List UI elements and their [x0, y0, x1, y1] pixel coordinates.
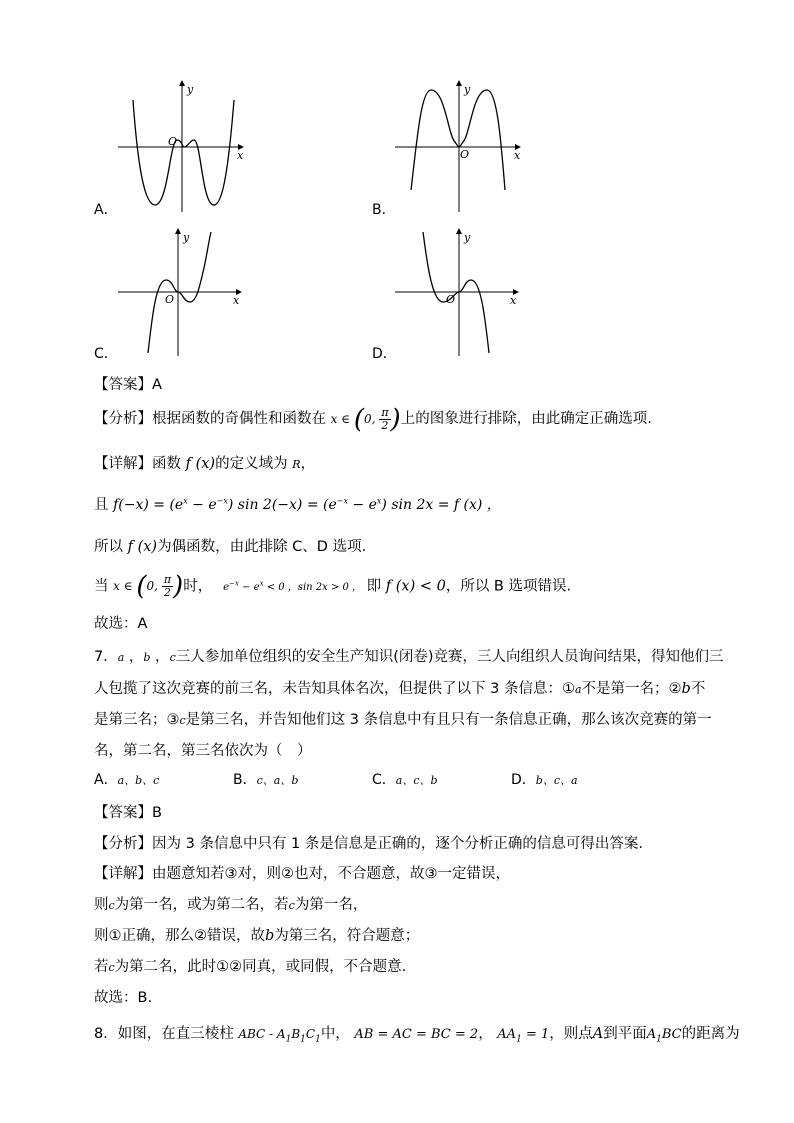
graph-d-label: D．	[372, 346, 397, 362]
q6-inequalities: $e^{-x} - e^x < 0$ ，sin 2x > 0 ，	[216, 580, 363, 594]
q8-pre: 如图，在直三棱柱	[117, 1026, 234, 1042]
q8-mid2: ，	[478, 1026, 493, 1042]
q7-option-c[interactable]	[372, 769, 438, 789]
graph-d-plot	[393, 228, 543, 358]
q7-stem-l2a: 人包揽了这次竞赛的前三名，未告知具体名次，但提供了以下 3 条信息：①	[94, 681, 575, 697]
graph-option-c	[110, 228, 260, 358]
q7-stem-line2: 人包揽了这次竞赛的前三名，未告知具体名次，但提供了以下 3 条信息：①a不是第一名；②b不	[94, 681, 706, 697]
q7-answer-line	[94, 801, 162, 822]
q8-mid1: 中，	[320, 1026, 350, 1042]
q8-edge-equal: AB = AC = BC = 2	[354, 1027, 479, 1042]
q6-fx-math: f (x)	[185, 456, 216, 472]
q7-detail-line2: 则c为第一名，或为第二名，若c为第一名，	[94, 897, 368, 913]
graph-b-label: B．	[372, 202, 396, 218]
q7-option-a-value: a、b、c	[117, 774, 160, 787]
q6-answer-tag: 【答案】	[94, 377, 152, 393]
q7-detail-l4a: 若	[94, 959, 109, 975]
q7-analysis-text: 因为 3 条信息中只有 1 条是信息是正确的，逐个分析正确的信息可得出答案.	[152, 836, 643, 852]
q7-stem-l3a: 是第三名；③	[94, 712, 180, 728]
q7-option-d-label: D．	[511, 772, 536, 788]
graph-c-plot	[110, 228, 260, 358]
graph-option-a	[110, 80, 260, 215]
graph-d-y-label: y	[464, 231, 471, 244]
graph-a-origin: O	[168, 135, 178, 148]
q8-stem-line1: 8．如图，在直三棱柱 ABC - $A_1B_1C_1$中， AB = AC = BC = 2， $AA_1 = 1$，则点A到平面$A_1BC$的距离为	[94, 1026, 740, 1045]
q8-post: 的距离为	[681, 1026, 740, 1042]
q8-prism-name: ABC - $A_1B_1C_1$	[238, 1027, 321, 1045]
q6-detail-line3	[94, 535, 366, 556]
q7-option-d-value: b、c、a	[535, 774, 578, 787]
q7-option-b-value: c、a、b	[256, 774, 299, 787]
q6-domain-r: R	[292, 458, 301, 471]
q7-detail-l2a: 则	[94, 897, 109, 913]
q7-detail-line4: 若c为第二名，此时①②同真，或同假，不合题意.	[94, 959, 407, 975]
q7-option-c-value: a、c、b	[395, 774, 438, 787]
q6-interval-math: x ∈ (0, $\frac{\pi}{2}$ )	[113, 571, 184, 602]
q7-stem-l2c: 不	[690, 681, 706, 697]
q7-number: 7．	[94, 649, 118, 665]
q7-detail-l2c: 为第一名，	[294, 897, 368, 913]
q7-option-d[interactable]	[511, 769, 578, 789]
q6-detail-l4-mid: 时，	[183, 578, 213, 595]
graph-c-y-label: y	[183, 231, 190, 244]
q6-detail-l3-pre: 所以	[94, 539, 123, 555]
q7-detail-l3b: 为第三名，符合题意；	[274, 928, 420, 944]
q7-stem-l2b: 不是第一名；②	[581, 681, 682, 697]
graph-c-x-label: x	[233, 294, 240, 307]
q6-detail-l3-post: 为偶函数，由此排除 C、D 选项.	[157, 539, 367, 555]
q7-answer-tag: 【答案】	[94, 805, 152, 821]
q6-analysis-line	[94, 404, 652, 434]
q7-detail-line1	[94, 862, 510, 883]
graph-d-origin: O	[446, 293, 456, 306]
q6-analysis-math: x ∈ (0, $\frac{\pi}{2}$ )	[330, 404, 401, 435]
q6-detail-line1	[94, 452, 315, 473]
q7-analysis-tag: 【分析】	[94, 836, 152, 852]
q7-stem-line1: 7．a ，b ，c三人参加单位组织的安全生产知识(闭卷)竞赛，三人向组织人员询问结果，得知他们三	[94, 649, 724, 665]
graph-option-b	[393, 80, 543, 215]
q6-detail-l1-mid: 的定义域为	[215, 456, 288, 472]
graph-b-origin: O	[460, 148, 470, 161]
q7-stem-line3: 是第三名；③c是第三名，并告知他们这 3 条信息中有且只有一条信息正确，那么该次竞赛的第一	[94, 712, 712, 728]
q7-option-a[interactable]	[94, 769, 159, 789]
q6-detail-l2-pre: 且	[94, 497, 109, 513]
q6-fx-negative: f (x) < 0	[385, 578, 446, 595]
q7-detail-line3: 则①正确，那么②错误，故b为第三名，符合题意；	[94, 928, 420, 944]
q7-choose: 故选：B.	[94, 990, 153, 1006]
q6-detail-l4-pre: 当	[94, 578, 109, 595]
q7-detail-l2b: 为第一名，或为第二名，若	[114, 897, 289, 913]
q7-detail-l1: 由题意知若③对，则②也对，不合题意，故③一定错误，	[152, 866, 510, 882]
q7-detail-l3a: 则①正确，那么②错误，故	[94, 928, 265, 944]
graph-a-plot	[110, 80, 260, 215]
q7-analysis-line	[94, 832, 643, 853]
graph-b-y-label: y	[464, 83, 471, 96]
q6-analysis-pre: 根据函数的奇偶性和函数在	[152, 411, 326, 427]
q8-aa1: $AA_1 = 1$	[497, 1027, 550, 1045]
q7-answer-value: B	[152, 805, 162, 821]
graph-c-origin: O	[165, 293, 175, 306]
q8-mid3: ，则点	[549, 1026, 593, 1042]
graph-option-d	[393, 228, 543, 358]
q6-detail-l1-end: ，	[300, 456, 315, 472]
q6-detail-l1-pre: 函数	[152, 456, 181, 472]
q6-analysis-tag: 【分析】	[94, 411, 152, 427]
q6-analysis-post: 上的图象进行排除，由此确定正确选项.	[400, 411, 652, 427]
q7-detail-tag: 【详解】	[94, 866, 152, 882]
q7-option-b[interactable]	[233, 769, 298, 789]
graph-c-label: C．	[94, 346, 118, 362]
graph-a-y-label: y	[187, 83, 194, 96]
graph-a-label: A．	[94, 202, 118, 218]
q6-answer-line	[94, 373, 162, 394]
q7-option-a-label: A．	[94, 772, 118, 788]
q7-detail-l4b: 为第二名，此时①②同真，或同假，不合题意.	[114, 959, 407, 975]
q8-number: 8．	[94, 1026, 118, 1042]
q7-option-b-label: B．	[233, 772, 257, 788]
graph-b-x-label: x	[514, 149, 521, 162]
q6-choose: 故选：A	[94, 616, 148, 632]
q6-fx-math-2: f (x)	[127, 539, 158, 555]
graph-d-x-label: x	[510, 294, 517, 307]
q6-detail-tag: 【详解】	[94, 456, 152, 472]
q8-plane: $A_1BC$	[646, 1027, 682, 1045]
q7-option-c-label: C．	[372, 772, 396, 788]
q7-stem-line4: 名，第二名，第三名依次为（ ）	[94, 743, 312, 759]
q6-detail-line4: 当 x ∈ (0, $\frac{\pi}{2}$ )时， $e^{-x} - e^x < 0$ ，sin 2x > 0 ， 即 f (x) < 0，所以 B 选项错误.	[94, 571, 572, 602]
graph-a-x-label: x	[237, 149, 244, 162]
q7-stem-l3b: 是第三名，并告知他们这 3 条信息中有且只有一条信息正确，那么该次竞赛的第一	[185, 712, 712, 728]
q6-detail-line2	[94, 493, 501, 514]
q7-stem-l1-rest: 三人参加单位组织的安全生产知识(闭卷)竞赛，三人向组织人员询问结果，得知他们三	[175, 649, 724, 665]
q6-answer-value: A	[152, 377, 162, 393]
q6-parity-equation: $f(-x) = (e^x - e^{-x})$ $\sin 2(-x) = (e^{-x} - e^x)$ sin 2x = f (x) ，	[113, 496, 501, 513]
q8-mid4: 到平面	[603, 1026, 647, 1042]
q6-detail-l4-post: ，所以 B 选项错误.	[445, 578, 572, 595]
